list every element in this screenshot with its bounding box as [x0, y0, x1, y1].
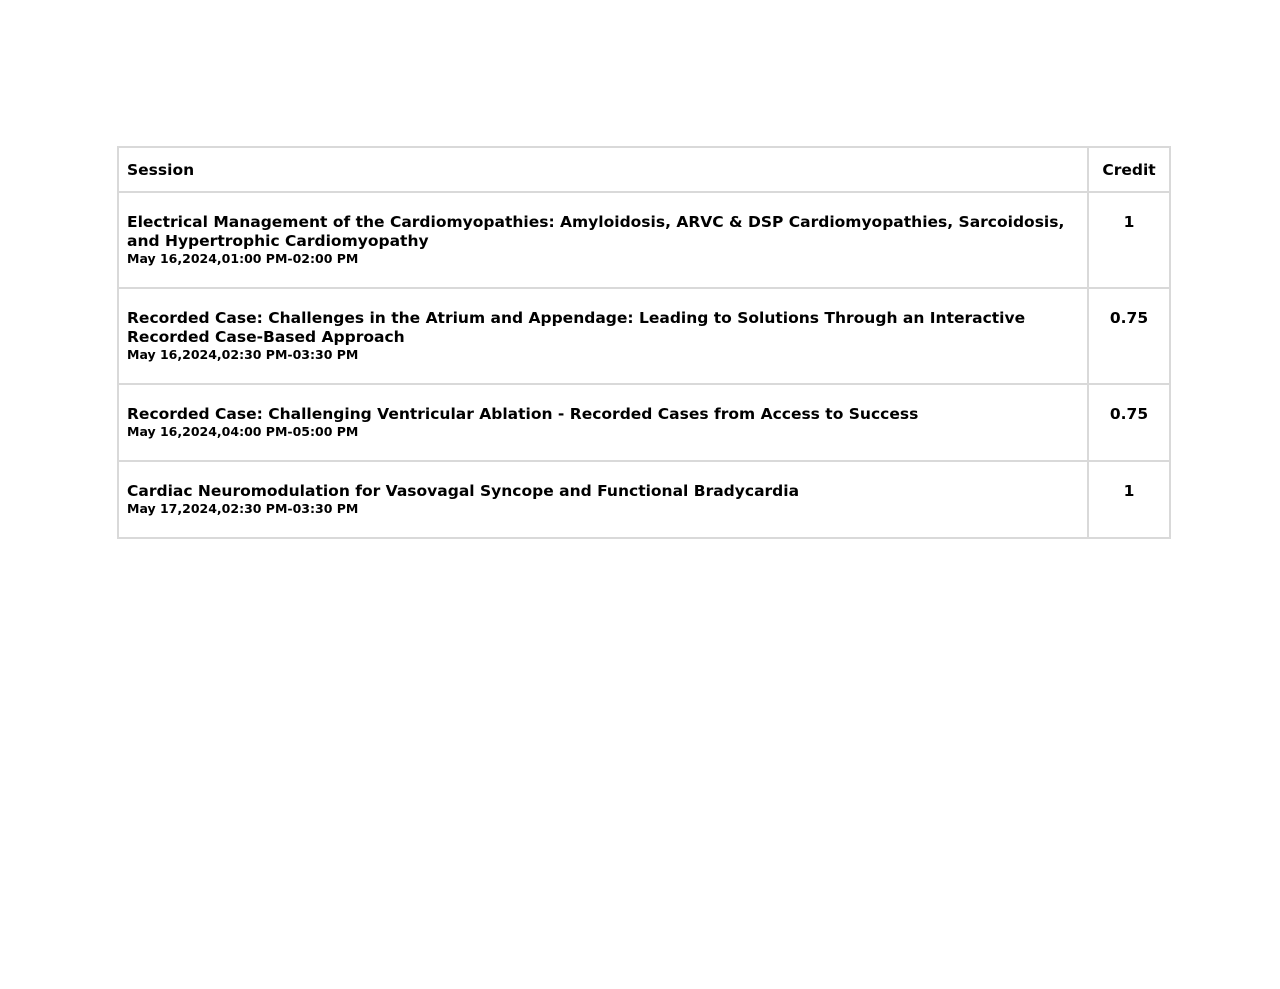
session-title: Recorded Case: Challenges in the Atrium and Appendage: Leading to Solutions Through an Interactive Recorded Case-Based Approach	[127, 309, 1026, 346]
session-cell	[118, 384, 1088, 461]
session-column-header: Session	[118, 147, 1088, 192]
session-cell	[118, 192, 1088, 288]
credit-value: 1	[1088, 192, 1170, 288]
session-title: Electrical Management of the Cardiomyopathies: Amyloidosis, ARVC & DSP Cardiomyopathies, Sarcoidosis, and Hypertrophic Cardiomyopathy	[127, 213, 1065, 250]
session-title: Cardiac Neuromodulation for Vasovagal Syncope and Functional Bradycardia	[127, 482, 800, 500]
session-time: May 17,2024,02:30 PM-03:30 PM	[127, 501, 359, 516]
session-cell	[118, 288, 1088, 384]
table-row	[118, 192, 1170, 288]
sessions-table	[117, 146, 1171, 539]
table-row	[118, 288, 1170, 384]
credit-value: 1	[1088, 461, 1170, 538]
table-header-row	[118, 147, 1170, 192]
credit-column-header: Credit	[1088, 147, 1170, 192]
credit-value: 0.75	[1088, 288, 1170, 384]
session-cell	[118, 461, 1088, 538]
table-row	[118, 384, 1170, 461]
table-row	[118, 461, 1170, 538]
session-time: May 16,2024,04:00 PM-05:00 PM	[127, 424, 359, 439]
session-time: May 16,2024,01:00 PM-02:00 PM	[127, 251, 359, 266]
session-time: May 16,2024,02:30 PM-03:30 PM	[127, 347, 359, 362]
session-title: Recorded Case: Challenging Ventricular Ablation - Recorded Cases from Access to Success	[127, 405, 919, 423]
credit-value: 0.75	[1088, 384, 1170, 461]
